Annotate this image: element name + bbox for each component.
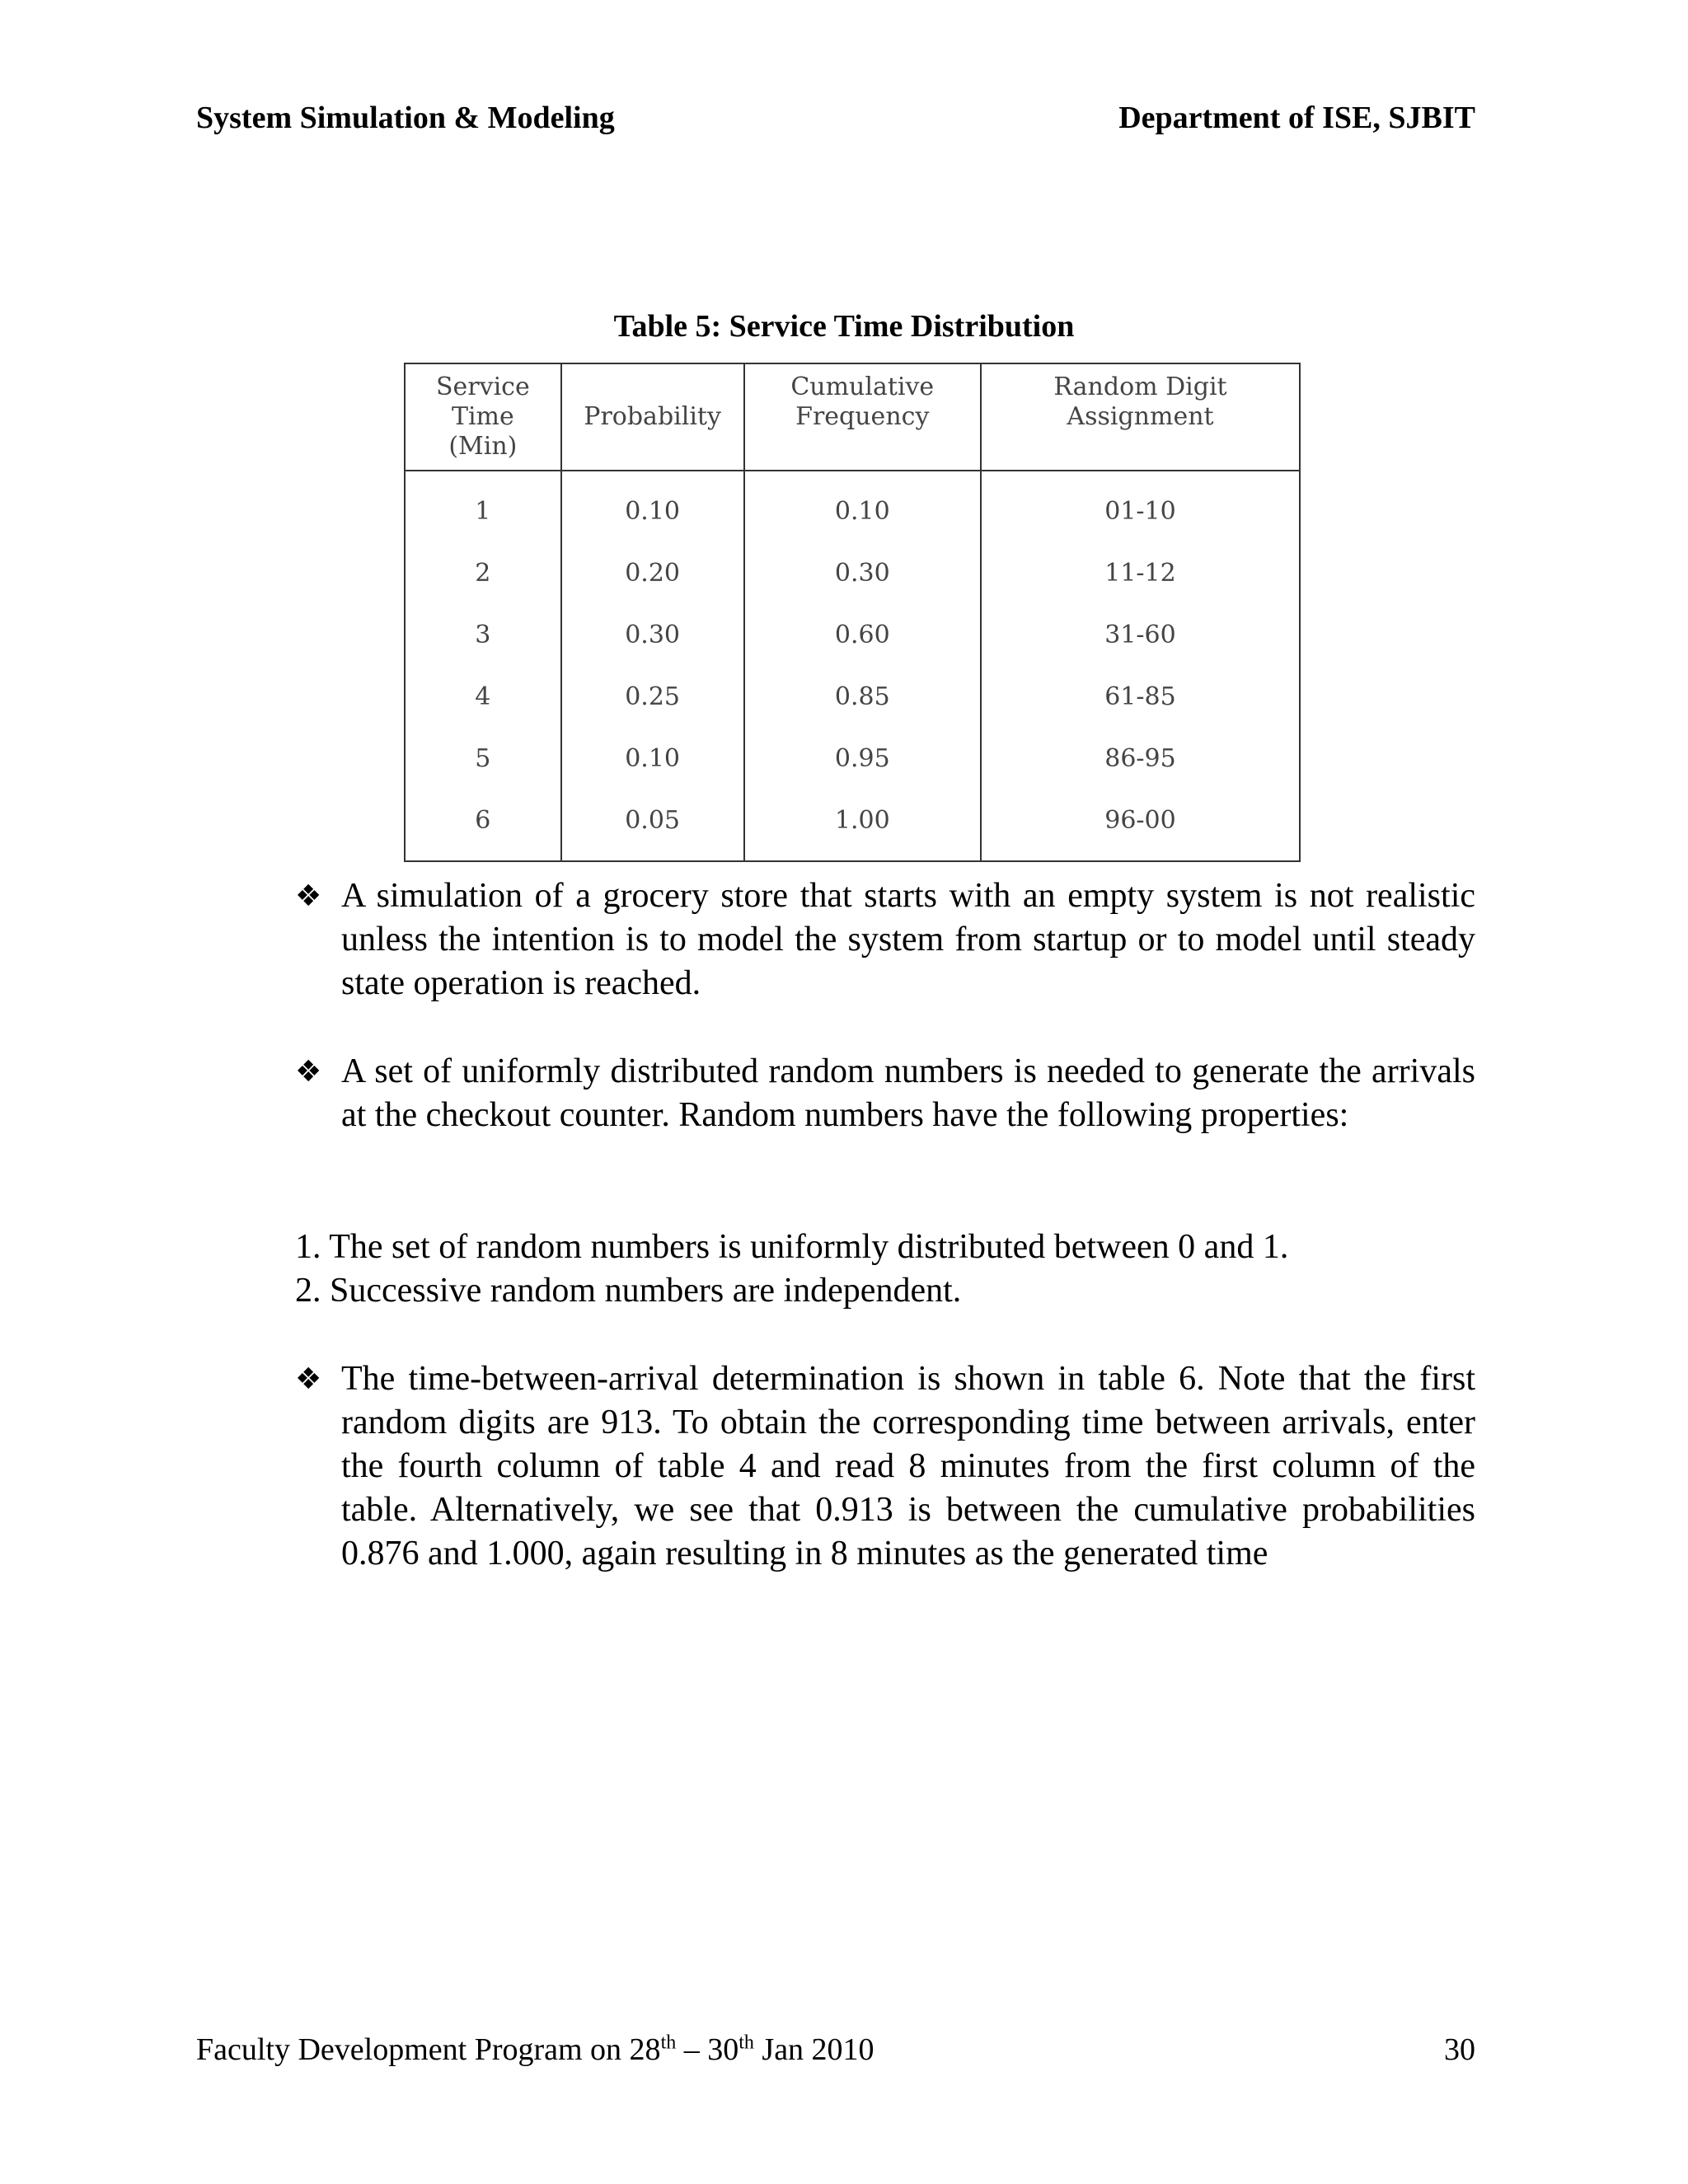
page-number: 30 [1444, 2032, 1475, 2067]
table-cell: 0.10 [561, 471, 744, 542]
table-cell: 1.00 [744, 790, 981, 861]
header-course-title: System Simulation & Modeling [196, 101, 615, 135]
table-cell: 0.25 [561, 666, 744, 728]
table-cell: 5 [405, 728, 561, 790]
bullet-paragraph-random-numbers [295, 1050, 1475, 1137]
table-cell: 0.30 [561, 604, 744, 666]
column-header-cumulative-frequency: Cumulative Frequency [744, 363, 981, 471]
bullet-text: A simulation of a grocery store that starts with an empty system is not realistic unless the intention is to model the system from startup or to model until steady state operation is reached. [341, 877, 1475, 1002]
table-row [405, 542, 1300, 604]
property-item: 1. The set of random numbers is uniformly distributed between 0 and 1. [295, 1228, 1289, 1266]
column-header-probability: Probability [561, 363, 744, 471]
header-department: Department of ISE, SJBIT [1118, 101, 1475, 135]
bullet-paragraph-simulation [295, 874, 1475, 1005]
table-cell: 0.05 [561, 790, 744, 861]
bullet-text: The time-between-arrival determination is shown in table 6. Note that the first random digits are 913. To obtain the corresponding time between arrivals, enter the fourth column of table 4 and read 8 minutes from the first column of the table. Alternatively, we see that 0.913 is between the cumulative probabilities 0.876 and 1.000, again resulting in 8 minutes as the generated time [341, 1360, 1475, 1572]
table-cell: 4 [405, 666, 561, 728]
table-cell: 0.95 [744, 728, 981, 790]
table-cell: 96-00 [981, 790, 1300, 861]
footer-program-text: Faculty Development Program on 28th – 30th Jan 2010 [196, 2032, 874, 2067]
diamond-bullet-icon: ❖ [295, 879, 322, 913]
bullet-text: A set of uniformly distributed random numbers is needed to generate the arrivals at the checkout counter. Random numbers have the following properties: [341, 1052, 1475, 1134]
table-cell: 6 [405, 790, 561, 861]
property-item: 2. Successive random numbers are independent. [295, 1272, 962, 1310]
table-cell: 3 [405, 604, 561, 666]
service-time-table [404, 363, 1301, 862]
page-footer [196, 2029, 1475, 2070]
table-row [405, 728, 1300, 790]
table-header-row [405, 363, 1300, 471]
random-number-properties [295, 1226, 1475, 1313]
table-cell: 2 [405, 542, 561, 604]
table-cell: 11-12 [981, 542, 1300, 604]
column-header-random-digit-assignment: Random Digit Assignment [981, 363, 1300, 471]
table-row [405, 604, 1300, 666]
table-cell: 0.30 [744, 542, 981, 604]
table-cell: 86-95 [981, 728, 1300, 790]
table-caption: Table 5: Service Time Distribution [613, 309, 1075, 344]
diamond-bullet-icon: ❖ [295, 1362, 322, 1396]
page-header [196, 97, 1475, 138]
table-cell: 0.85 [744, 666, 981, 728]
table-cell: 1 [405, 471, 561, 542]
table-cell: 0.20 [561, 542, 744, 604]
table-row [405, 666, 1300, 728]
table-cell: 61-85 [981, 666, 1300, 728]
table-row [405, 790, 1300, 861]
table-cell: 0.60 [744, 604, 981, 666]
table-cell: 0.10 [561, 728, 744, 790]
column-header-service-time: Service Time (Min) [405, 363, 561, 471]
table-cell: 01-10 [981, 471, 1300, 542]
table-row [405, 471, 1300, 542]
table-cell: 0.10 [744, 471, 981, 542]
diamond-bullet-icon: ❖ [295, 1055, 322, 1089]
table-cell: 31-60 [981, 604, 1300, 666]
bullet-paragraph-time-between-arrival [295, 1357, 1475, 1576]
